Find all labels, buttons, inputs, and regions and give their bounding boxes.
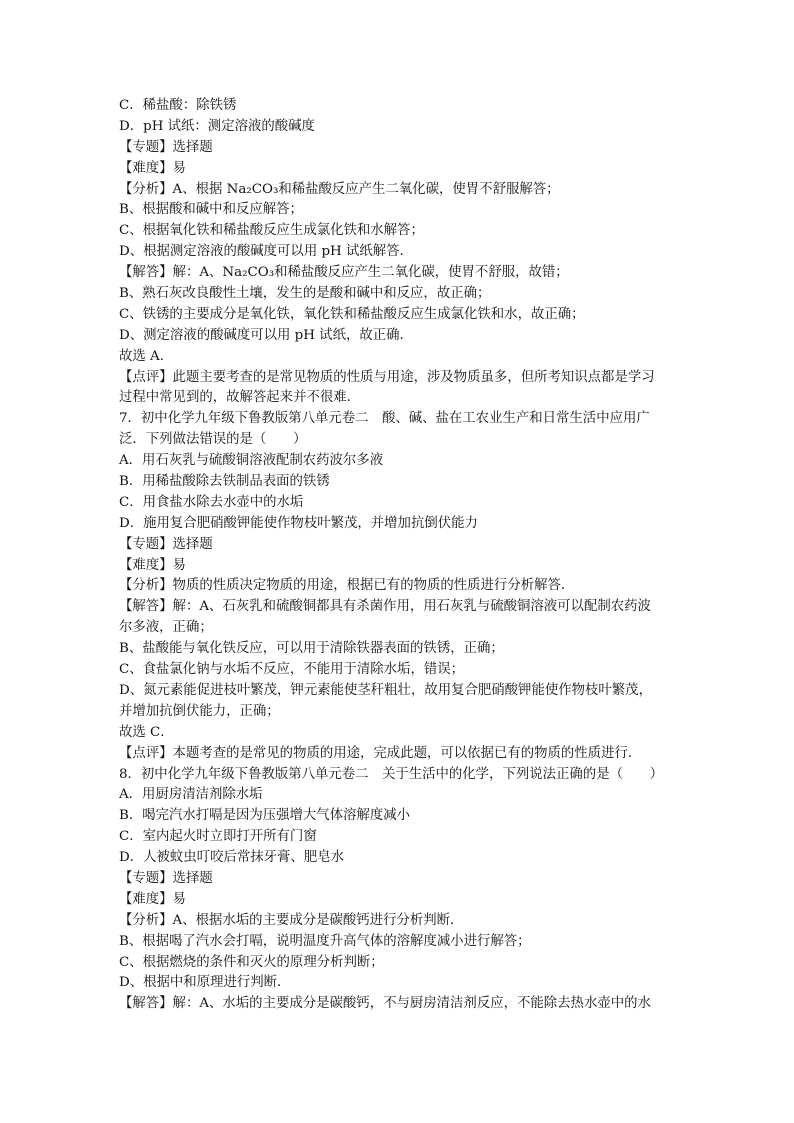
- text-line: 过程中常见到的，故解答起来并不很难．: [119, 390, 361, 406]
- text-line: 尔多液，正确；: [119, 620, 213, 636]
- text-line: C、食盐氯化钠与水垢不反应，不能用于清除水垢，错误；: [119, 662, 465, 678]
- text-line: 【点评】本题考查的是常见的物质的用途，完成此题，可以依据已有的物质的性质进行．: [119, 745, 642, 761]
- text-line: D、根据中和原理进行判断．: [119, 975, 291, 991]
- question-8-option-b: B．喝完汽水打嗝是因为压强增大气体溶解度减小: [119, 808, 411, 824]
- text-line: 并增加抗倒伏能力，正确；: [119, 703, 280, 719]
- text-line: B、根据喝了汽水会打嗝，说明温度升高气体的溶解度减小进行解答；: [119, 933, 531, 949]
- question-7-option-c: C．用食盐水除去水壶中的水垢: [119, 494, 304, 510]
- question-8-option-c: C．室内起火时立即打开所有门窗: [119, 829, 317, 845]
- question-8-stem: 8．初中化学九年级下鲁教版第八单元卷二 关于生活中的化学，下列说法正确的是（ ）: [119, 766, 664, 782]
- question-8-option-a: A．用厨房清洁剂除水垢: [119, 787, 263, 803]
- text-line: 【点评】此题主要考查的是常见物质的性质与用途，涉及物质虽多，但所考知识点都是学习: [119, 369, 655, 385]
- question-8-option-d: D．人被蚊虫叮咬后常抹牙膏、肥皂水: [119, 850, 344, 866]
- text-line: 【难度】易: [119, 557, 186, 573]
- text-line: C、根据氧化铁和稀盐酸反应生成氯化铁和水解答；: [119, 223, 424, 239]
- text-line: 【分析】A、根据水垢的主要成分是碳酸钙进行分析判断．: [119, 912, 464, 928]
- question-7-stem: 7．初中化学九年级下鲁教版第八单元卷二 酸、碱、盐在工农业生产和日常生活中应用广: [119, 411, 650, 427]
- text-line: D、根据测定溶液的酸碱度可以用 pH 试纸解答．: [119, 244, 413, 260]
- text-line: 【分析】A、根据 Na₂CO₃和稀盐酸反应产生二氧化碳，使胃不舒服解答；: [119, 181, 560, 197]
- text-line: 【解答】解：A、石灰乳和硫酸铜都具有杀菌作用，用石灰乳与硫酸铜溶液可以配制农药波: [119, 599, 651, 615]
- text-line: C、铁锈的主要成分是氧化铁，氧化铁和稀盐酸反应生成氯化铁和水，故正确；: [119, 306, 585, 322]
- document-body: [119, 96, 679, 1015]
- text-line: 【专题】选择题: [119, 870, 213, 886]
- text-line: 故选 C．: [119, 724, 174, 740]
- question-7-option-a: A．用石灰乳与硫酸铜溶液配制农药波尔多液: [119, 453, 384, 469]
- question-7-option-b: B．用稀盐酸除去铁制品表面的铁锈: [119, 474, 330, 490]
- text-line: 【难度】易: [119, 891, 186, 907]
- text-line: 【专题】选择题: [119, 139, 213, 155]
- text-line: D、氮元素能促进枝叶繁茂，钾元素能使茎秆粗壮，故用复合肥硝酸钾能使作物枝叶繁茂，: [119, 682, 652, 698]
- text-line: 【分析】物质的性质决定物质的用途，根据已有的物质的性质进行分析解答．: [119, 578, 575, 594]
- text-line: D、测定溶液的酸碱度可以用 pH 试纸，故正确．: [119, 327, 413, 343]
- question-7-stem: 泛．下列做法错误的是（ ）: [119, 432, 307, 448]
- text-line: C．稀盐酸：除铁锈: [119, 98, 237, 113]
- text-line: 【难度】易: [119, 160, 186, 176]
- text-line: B、根据酸和碱中和反应解答；: [119, 202, 303, 218]
- question-7-option-d: D．施用复合肥硝酸钾能使作物枝叶繁茂，并增加抗倒伏能力: [119, 515, 478, 531]
- text-line: 故选 A．: [119, 348, 174, 364]
- text-line: B、盐酸能与氧化铁反应，可以用于清除铁器表面的铁锈，正确；: [119, 641, 504, 657]
- text-line: 【解答】解：A、水垢的主要成分是碳酸钙，不与厨房清洁剂反应，不能除去热水壶中的水: [119, 996, 651, 1012]
- text-line: 【解答】解：A、Na₂CO₃和稀盐酸反应产生二氧化碳，使胃不舒服，故错；: [119, 265, 569, 281]
- text-line: 【专题】选择题: [119, 536, 213, 552]
- text-line: D．pH 试纸：测定溶液的酸碱度: [119, 118, 315, 134]
- text-line: C、根据燃烧的条件和灭火的原理分析判断；: [119, 954, 384, 970]
- text-line: B、熟石灰改良酸性土壤，发生的是酸和碱中和反应，故正确；: [119, 286, 491, 302]
